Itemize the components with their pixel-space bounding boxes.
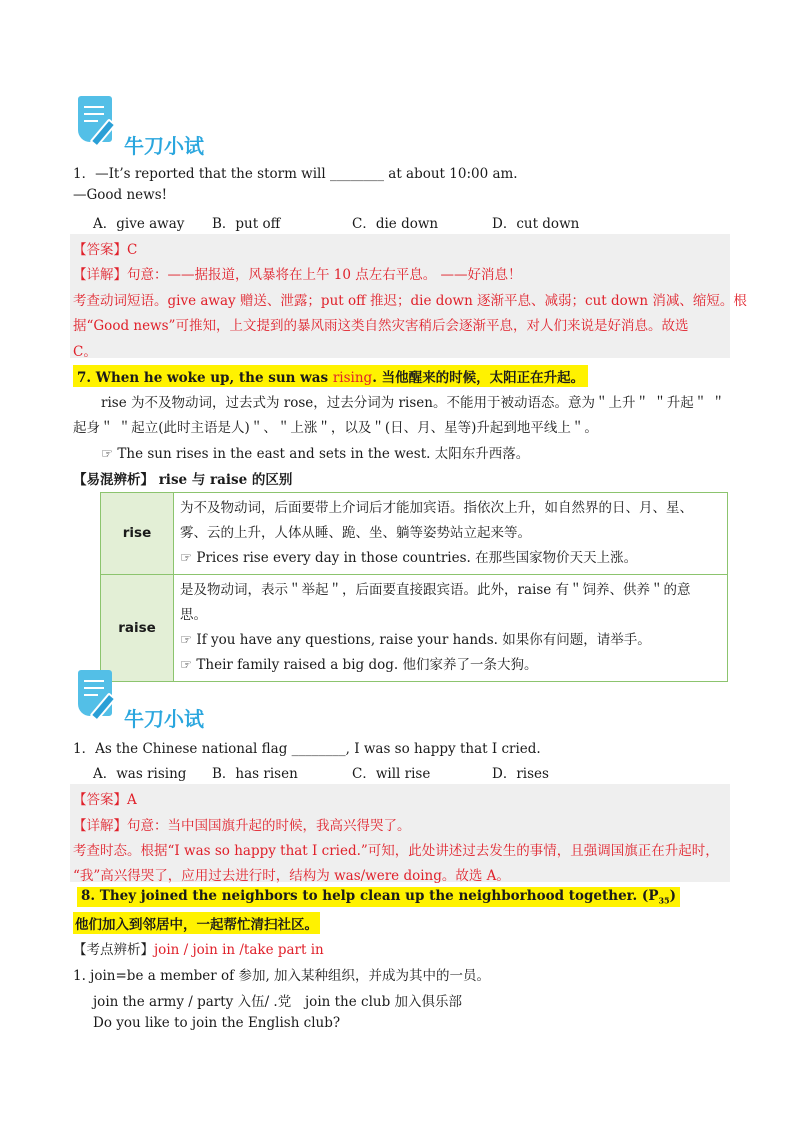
- analysis-label: 【考点辨析】: [73, 942, 154, 958]
- table-line: 为不及物动词，后面要带上介词后才能加宾语。指依次上升，如自然界的日、月、星、: [180, 500, 693, 516]
- option-a: A．was rising: [93, 766, 187, 782]
- notepad-pencil-icon: [76, 670, 116, 718]
- point8-example-1b: join the club 加入俱乐部: [305, 994, 463, 1010]
- explain-line-1: 考查时态。根据“I was so happy that I cried.”可知，此处讲述过去发生的事情，且强调国旗正在升起时，: [73, 843, 719, 859]
- point8-heading-en: 8. They joined the neighbors to help clean up the neighborhood together. (P: [81, 888, 659, 904]
- analysis-text: join / join in /take part in: [154, 942, 324, 958]
- option-a: A．give away: [93, 216, 185, 232]
- point7-example: ☞ The sun rises in the east and sets in the west. 太阳东升西落。: [101, 446, 530, 462]
- point8-heading-cn: 他们加入到邻居中，一起帮忙清扫社区。: [73, 912, 320, 934]
- explain-line-3: C。: [73, 344, 97, 360]
- detail-text: 【详解】句意：——据报道，风暴将在上午 10 点左右平息。 ——好消息！: [73, 267, 522, 283]
- explain-line-1: 考查动词短语。give away 赠送、泄露；put off 推迟；die down 逐渐平息、减弱；cut down 消减、缩短。根: [73, 293, 747, 309]
- comparison-table: [100, 492, 728, 682]
- table-row: [101, 493, 728, 575]
- answer-text: 【答案】C: [73, 242, 138, 258]
- point7-desc-2: 起身＂ ＂起立(此时主语是人)＂、＂上涨＂，以及＂(日、月、星等)升起到地平线上＂。: [73, 420, 598, 436]
- option-c: C．will rise: [352, 766, 431, 782]
- table-line: ☞ Their family raised a big dog. 他们家养了一条大狗。: [180, 657, 538, 673]
- confuse-label: 【易混辨析】 rise 与 raise 的区别: [73, 472, 293, 488]
- analysis-row: [73, 938, 324, 958]
- table-line: ☞ Prices rise every day in those countries. 在那些国家物价天天上涨。: [180, 550, 638, 566]
- option-c: C．die down: [352, 216, 439, 232]
- point8-heading-sub: 35: [658, 895, 670, 906]
- table-line: 是及物动词，表示＂举起＂，后面要直接跟宾语。此外，raise 有＂饲养、供养＂的意: [180, 582, 691, 598]
- detail-text: 【详解】句意：当中国国旗升起的时候，我高兴得哭了。: [73, 818, 411, 834]
- table-line: ☞ If you have any questions, raise your hands. 如果你有问题，请举手。: [180, 632, 651, 648]
- table-row: [101, 575, 728, 682]
- point7-heading-a: 7. When he woke up, the sun was: [77, 370, 333, 386]
- point8-example-1a: join the army / party 入伍/ .党: [93, 994, 292, 1010]
- point8-heading-close: ): [669, 888, 676, 904]
- point7-desc-1: rise 为不及物动词，过去式为 rose，过去分词为 risen。不能用于被动语态。意为＂上升＂ ＂升起＂ ＂: [101, 395, 726, 411]
- section-title: 牛刀小试: [124, 707, 204, 731]
- question-text: 1．—It’s reported that the storm will ________ at about 10:00 am.: [73, 166, 518, 182]
- table-word-rise: rise: [101, 493, 174, 575]
- explain-line-2: 据“Good news”可推知，上文提到的暴风雨这类自然灾害稍后会逐渐平息，对人们来说是好消息。故选: [73, 318, 689, 334]
- reply-text: —Good news!: [73, 187, 168, 203]
- option-d: D．cut down: [492, 216, 580, 232]
- explain-line-2: “我”高兴得哭了，应用过去进行时，结构为 was/were doing。故选 A。: [73, 868, 510, 884]
- point7-heading: [73, 365, 588, 387]
- table-line: 思。: [180, 607, 207, 623]
- option-b: B．put off: [212, 216, 281, 232]
- option-d: D．rises: [492, 766, 549, 782]
- table-line: 雾、云的上升，人体从睡、跪、坐、躺等姿势站立起来等。: [180, 525, 531, 541]
- answer-text: 【答案】A: [73, 792, 137, 808]
- table-desc-raise: [174, 575, 728, 682]
- point8-item-1: 1. join=be a member of 参加, 加入某种组织，并成为其中的一员。: [73, 968, 491, 984]
- point7-heading-word: rising: [332, 370, 373, 386]
- section-title: 牛刀小试: [124, 134, 204, 158]
- notepad-pencil-icon: [76, 96, 116, 144]
- option-b: B．has risen: [212, 766, 298, 782]
- point7-heading-b: . 当他醒来的时候，太阳正在升起。: [372, 370, 585, 386]
- point8-heading: [77, 887, 680, 907]
- point8-example-2: Do you like to join the English club?: [93, 1015, 341, 1031]
- table-desc-rise: [174, 493, 728, 575]
- table-word-raise: raise: [101, 575, 174, 682]
- question-text: 1．As the Chinese national flag ________, I was so happy that I cried.: [73, 741, 541, 757]
